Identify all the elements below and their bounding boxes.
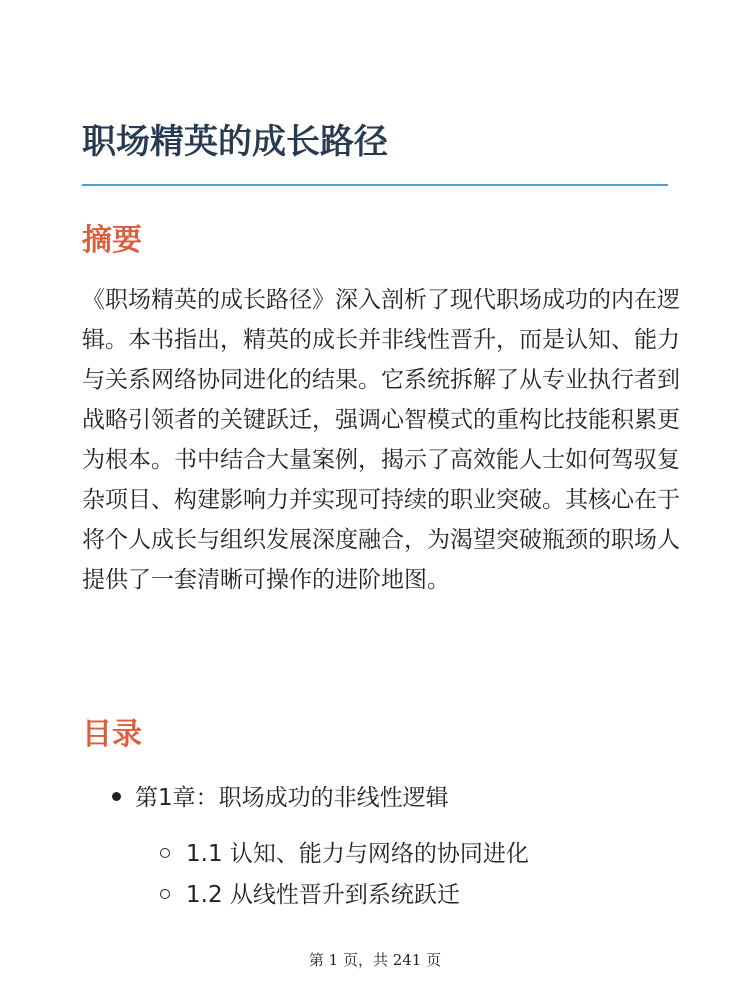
toc-chapter-1 — [112, 775, 449, 821]
toc-chapter-1-label: 第1章：职场成功的非线性逻辑 — [135, 785, 449, 811]
bullet-circle-icon — [160, 848, 170, 858]
title-divider — [82, 184, 668, 186]
toc-heading: 目录 — [82, 717, 142, 752]
summary-paragraph: 《职场精英的成长路径》深入剖析了现代职场成功的内在逻辑。本书指出，精英的成长并非线性晋升，而是认知、能力与关系网络协同进化的结果。它系统拆解了从专业执行者到战略引领者的关键跃迁，强调心智模式的重构比技能积累更为根本。书中结合大量案例，揭示了高效能人士如何驾驭复杂项目、构建影响力并实现可持续的职业突破。其核心在于将个人成长与组织发展深度融合，为渴望突破瓶颈的职场人提供了一套清晰可操作的进阶地图。 — [82, 287, 680, 593]
page-title: 职场精英的成长路径 — [82, 122, 388, 162]
page-number-footer: 第 1 页，共 241 页 — [308, 951, 442, 969]
bullet-disc-icon — [112, 792, 121, 801]
toc-section-1-2 — [160, 872, 460, 918]
toc-section-1-1-label: 1.1 认知、能力与网络的协同进化 — [186, 841, 529, 867]
toc-section-1-1 — [160, 831, 529, 877]
bullet-circle-icon — [160, 889, 170, 899]
toc-section-1-2-label: 1.2 从线性晋升到系统跃迁 — [186, 882, 460, 908]
summary-heading: 摘要 — [82, 223, 142, 258]
